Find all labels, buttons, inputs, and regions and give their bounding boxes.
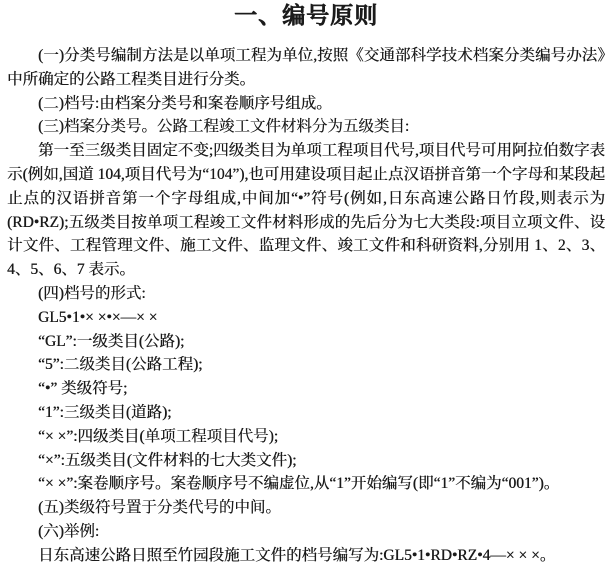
page-title: 一、编号原则 <box>234 2 378 28</box>
def-level3-category: “1”:三级类目(道路); <box>38 403 172 421</box>
para-4-file-number-format: (四)档号的形式: <box>38 284 146 302</box>
def-level5-category: “×”:五级类目(文件材料的七大类文件); <box>38 451 297 469</box>
para-3-archive-classification: (三)档案分类号。公路工程竣工文件材料分为五级类目: <box>38 118 410 136</box>
para-3-level-details: 第一至三级类目固定不变;四级类目为单项工程项目代号,项目代号可用阿拉伯数字表示(例如,国道 104,项目代号为“104”),也可用建设项目起止点汉语拼音第一个字母和某段起止点的汉语拼音第一个字母组成,中间加“•”符号(例如,日东高速公路日竹段,则表示为(RD•RZ);五级类目按单项工程竣工文件材料形成的先后分为七大类段:项目立项文件、设计文件、工程管理文件、施工文件、监理文件、竣工文件和科研资料,分别用 1、2、3、4、5、6、7 表示。 <box>7 142 605 279</box>
def-class-level-symbol: “•” 类级符号; <box>38 380 128 398</box>
def-level4-category: “× ×”:四级类目(单项工程项目代号); <box>38 427 279 445</box>
para-1-classification-method: (一)分类号编制方法是以单项工程为单位,按照《交通部科学技术档案分类编号办法》中所确定的公路工程类目进行分类。 <box>7 47 605 88</box>
document-body <box>7 44 605 568</box>
para-2-file-number-composition: (二)档号:由档案分类号和案卷顺序号组成。 <box>38 94 332 112</box>
file-number-format-code: GL5•1•× ×•×—× × <box>38 308 158 326</box>
def-level1-category: “GL”:一级类目(公路); <box>38 332 185 350</box>
def-volume-sequence-number: “× ×”:案卷顺序号。案卷顺序号不编虚位,从“1”开始编写(即“1”不编为“001”)。 <box>38 475 560 493</box>
para-6-example-heading: (六)举例: <box>38 522 100 540</box>
example-file-number: 日东高速公路日照至竹园段施工文件的档号编写为:GL5•1•RD•RZ•4—× × ×。 <box>38 546 556 564</box>
def-level2-category: “5”:二级类目(公路工程); <box>38 356 203 374</box>
para-5-symbol-placement: (五)类级符号置于分类代号的中间。 <box>38 499 281 517</box>
